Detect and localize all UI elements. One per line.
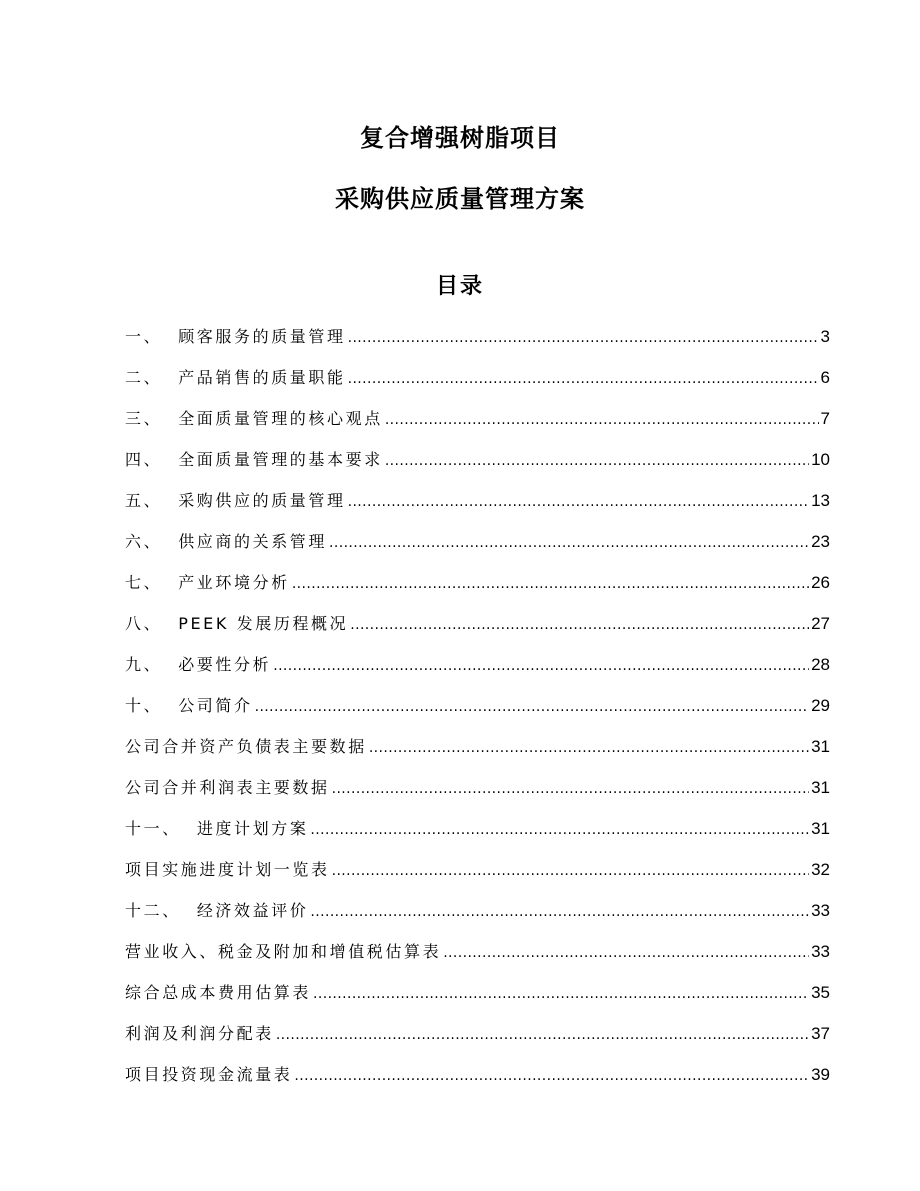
toc-entry-number: 三、 xyxy=(125,409,163,428)
toc-dot-leader xyxy=(292,570,809,598)
toc-dot-leader xyxy=(385,406,819,434)
toc-entry-page: 28 xyxy=(811,655,830,674)
toc-entry-label: 供应商的关系管理 xyxy=(178,532,328,551)
toc-dot-leader xyxy=(348,324,819,352)
toc-entry-page: 26 xyxy=(811,573,830,592)
toc-entry-page: 32 xyxy=(811,860,830,879)
toc-dot-leader xyxy=(369,734,809,762)
toc-entry-number: 四、 xyxy=(125,450,163,469)
toc-entry-label: PEEK 发展历程概况 xyxy=(178,614,349,633)
toc-dot-leader xyxy=(310,898,809,926)
toc-entry-label: 综合总成本费用估算表 xyxy=(125,983,312,1002)
toc-dot-leader xyxy=(313,980,809,1008)
toc-entry[interactable] xyxy=(125,1020,830,1061)
toc-entry-label: 进度计划方案 xyxy=(196,819,309,838)
toc-entry-label: 公司合并资产负债表主要数据 xyxy=(125,737,367,756)
toc-heading: 目录 xyxy=(435,274,484,299)
toc-entry[interactable] xyxy=(125,405,830,446)
toc-entry-label: 项目投资现金流量表 xyxy=(125,1065,293,1084)
toc-entry[interactable] xyxy=(125,651,830,692)
toc-entry-number: 十、 xyxy=(125,696,163,715)
toc-entry-page: 33 xyxy=(811,942,830,961)
toc-entry[interactable] xyxy=(125,610,830,651)
toc-entry-label: 利润及利润分配表 xyxy=(125,1024,274,1043)
toc-entry[interactable] xyxy=(125,692,830,733)
toc-entry-page: 7 xyxy=(820,409,830,428)
toc-entry-label: 采购供应的质量管理 xyxy=(178,491,346,510)
toc-entry-number: 六、 xyxy=(125,532,163,551)
toc-entry-label: 公司合并利润表主要数据 xyxy=(125,778,330,797)
table-of-contents xyxy=(125,323,830,1102)
toc-entry-page: 6 xyxy=(820,368,830,387)
toc-entry-page: 33 xyxy=(811,901,830,920)
toc-dot-leader xyxy=(332,857,809,885)
toc-entry-label: 顾客服务的质量管理 xyxy=(178,327,346,346)
toc-entry-page: 23 xyxy=(811,532,830,551)
toc-entry-number: 一、 xyxy=(125,327,163,346)
toc-entry-page: 35 xyxy=(811,983,830,1002)
toc-entry-label: 经济效益评价 xyxy=(196,901,309,920)
toc-entry-number: 十二、 xyxy=(125,901,181,920)
toc-dot-leader xyxy=(255,693,809,721)
toc-dot-leader xyxy=(276,1021,809,1049)
toc-entry-page: 10 xyxy=(811,450,830,469)
toc-entry[interactable] xyxy=(125,569,830,610)
toc-entry-page: 3 xyxy=(820,327,830,346)
toc-entry-page: 39 xyxy=(811,1065,830,1084)
toc-entry-number: 七、 xyxy=(125,573,163,592)
toc-entry[interactable] xyxy=(125,364,830,405)
toc-entry-number: 十一、 xyxy=(125,819,181,838)
toc-entry[interactable] xyxy=(125,446,830,487)
toc-entry[interactable] xyxy=(125,528,830,569)
toc-entry-number: 八、 xyxy=(125,614,163,633)
toc-dot-leader xyxy=(350,611,809,639)
toc-entry[interactable] xyxy=(125,323,830,364)
toc-entry-number: 二、 xyxy=(125,368,163,387)
toc-dot-leader xyxy=(310,816,809,844)
toc-dot-leader xyxy=(329,529,809,557)
toc-dot-leader xyxy=(348,488,809,516)
toc-dot-leader xyxy=(385,447,809,475)
toc-entry-label: 全面质量管理的基本要求 xyxy=(178,450,383,469)
toc-entry-page: 27 xyxy=(811,614,830,633)
toc-entry[interactable] xyxy=(125,1061,830,1102)
document-title-line-2: 采购供应质量管理方案 xyxy=(335,185,585,213)
toc-entry-label: 全面质量管理的核心观点 xyxy=(178,409,383,428)
toc-entry-label: 必要性分析 xyxy=(178,655,272,674)
toc-entry-label: 公司简介 xyxy=(178,696,253,715)
toc-entry-label: 产品销售的质量职能 xyxy=(178,368,346,387)
toc-entry-label: 营业收入、税金及附加和增值税估算表 xyxy=(125,942,442,961)
toc-entry-number: 九、 xyxy=(125,655,163,674)
document-title-line-1: 复合增强树脂项目 xyxy=(360,124,560,152)
toc-entry-page: 31 xyxy=(811,819,830,838)
toc-entry[interactable] xyxy=(125,774,830,815)
toc-dot-leader xyxy=(273,652,809,680)
toc-dot-leader xyxy=(348,365,819,393)
toc-entry[interactable] xyxy=(125,856,830,897)
toc-entry-label: 产业环境分析 xyxy=(178,573,290,592)
toc-dot-leader xyxy=(294,1062,809,1090)
toc-dot-leader xyxy=(443,939,809,967)
toc-entry-page: 31 xyxy=(811,778,830,797)
toc-entry-page: 29 xyxy=(811,696,830,715)
toc-entry[interactable] xyxy=(125,938,830,979)
toc-entry-page: 37 xyxy=(811,1024,830,1043)
toc-entry-page: 13 xyxy=(811,491,830,510)
toc-entry[interactable] xyxy=(125,897,830,938)
toc-entry-label: 项目实施进度计划一览表 xyxy=(125,860,330,879)
toc-dot-leader xyxy=(332,775,809,803)
toc-entry[interactable] xyxy=(125,979,830,1020)
toc-entry[interactable] xyxy=(125,487,830,528)
toc-entry-page: 31 xyxy=(811,737,830,756)
toc-entry[interactable] xyxy=(125,733,830,774)
toc-entry-number: 五、 xyxy=(125,491,163,510)
toc-entry[interactable] xyxy=(125,815,830,856)
